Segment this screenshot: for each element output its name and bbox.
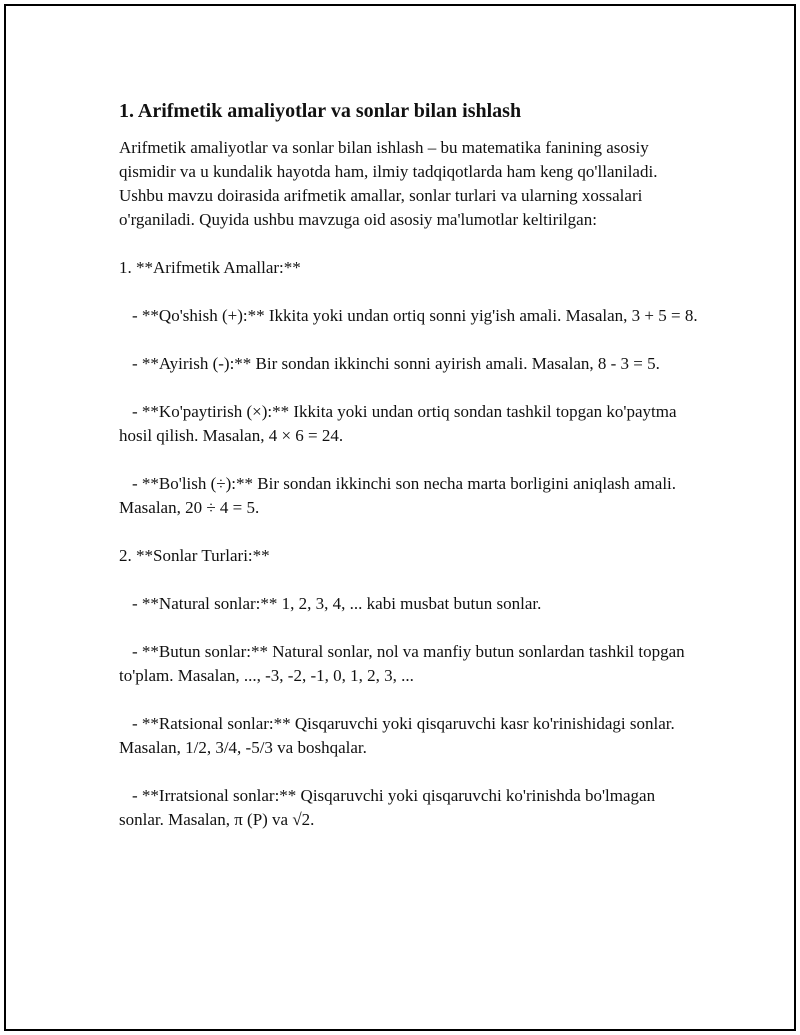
list-item-text: - **Butun sonlar:** Natural sonlar, nol va manfiy butun sonlardan tashkil topgan to'plam. Masalan, ..., -3, -2, -1, 0, 1, 2, 3, ... [119, 642, 685, 685]
spacer [119, 760, 699, 784]
spacer [119, 280, 699, 304]
section-heading-arithmetic: 1. **Arifmetik Amallar:** [119, 258, 301, 277]
spacer [119, 520, 699, 544]
spacer [119, 568, 699, 592]
list-item-natural [119, 592, 699, 616]
document-body [119, 98, 699, 832]
list-item-subtraction [119, 352, 699, 376]
list-item-text: - **Qo'shish (+):** Ikkita yoki undan ortiq sonni yig'ish amali. Masalan, 3 + 5 = 8. [132, 306, 698, 325]
section-heading-number-types: 2. **Sonlar Turlari:** [119, 546, 270, 565]
list-item-multiplication [119, 400, 699, 448]
list-item-integers [119, 640, 699, 688]
list-item-irrational [119, 784, 699, 832]
spacer [119, 448, 699, 472]
page-frame [4, 4, 796, 1031]
intro-paragraph: Arifmetik amaliyotlar va sonlar bilan ishlash – bu matematika fanining asosiy qismidir va u kundalik hayotda ham, ilmiy tadqiqotlarda ham keng qo'llaniladi. Ushbu mavzu doirasida arifmetik amallar, sonlar turlari va ularning xossalari o'rganiladi. Quyida ushbu mavzuga oid asosiy ma'lumotlar keltirilgan: [119, 138, 658, 229]
spacer [119, 328, 699, 352]
list-item-text: - **Ko'paytirish (×):** Ikkita yoki undan ortiq sondan tashkil topgan ko'paytma hosil qilish. Masalan, 4 × 6 = 24. [119, 402, 677, 445]
spacer [119, 688, 699, 712]
list-item-addition [119, 304, 699, 328]
document-title: 1. Arifmetik amaliyotlar va sonlar bilan ishlash [119, 100, 522, 122]
list-item-text: - **Irratsional sonlar:** Qisqaruvchi yoki qisqaruvchi ko'rinishda bo'lmagan sonlar. Masalan, π (P) va √2. [119, 786, 656, 829]
list-item-division [119, 472, 699, 520]
list-item-text: - **Ayirish (-):** Bir sondan ikkinchi sonni ayirish amali. Masalan, 8 - 3 = 5. [132, 354, 660, 373]
list-item-rational [119, 712, 699, 760]
spacer [119, 376, 699, 400]
list-item-text: - **Natural sonlar:** 1, 2, 3, 4, ... kabi musbat butun sonlar. [132, 594, 542, 613]
list-item-text: - **Bo'lish (÷):** Bir sondan ikkinchi son necha marta borligini aniqlash amali. Masalan, 20 ÷ 4 = 5. [119, 474, 677, 517]
spacer [119, 232, 699, 256]
list-item-text: - **Ratsional sonlar:** Qisqaruvchi yoki qisqaruvchi kasr ko'rinishidagi sonlar. Masalan, 1/2, 3/4, -5/3 va boshqalar. [119, 714, 675, 757]
spacer [119, 616, 699, 640]
